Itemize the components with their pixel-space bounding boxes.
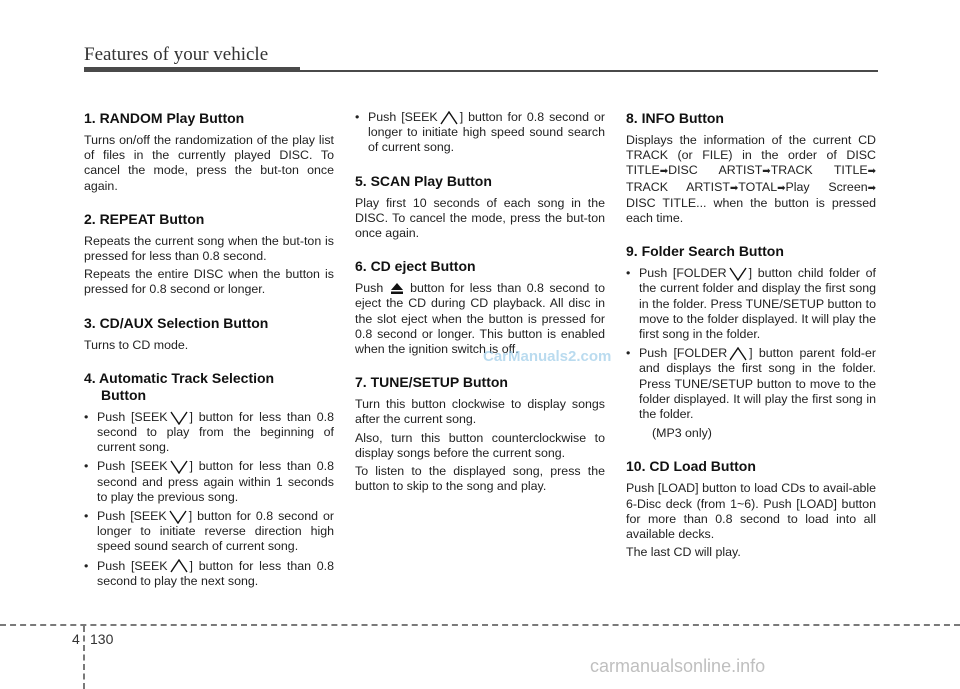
section-text: Repeats the entire DISC when the button is pressed for 0.8 second or longer. <box>84 267 334 297</box>
section-heading: 9. Folder Search Button <box>626 243 784 260</box>
section-cd-load <box>626 458 876 560</box>
list-item: • Push [FOLDER ] button child folder of the current folder and display the first song in the folder. Press TUNE/SETUP button to move to the folder displayed. It will play the first song in the folder. <box>626 266 876 342</box>
section-text: Turn this button clockwise to display songs after the current song. <box>355 397 605 427</box>
section-heading: 8. INFO Button <box>626 110 724 126</box>
section-text: The last CD will play. <box>626 545 741 560</box>
section-track-selection-cont <box>355 110 605 156</box>
section-text: Displays the information of the current CD TRACK (or FILE) in the order of DISC TITLE➡DISC ARTIST➡TRACK TITLE➡ TRACK ARTIST➡TOTAL➡Play Screen➡ DISC TITLE... when the button is pressed each time. <box>626 133 876 226</box>
arrow-right-icon: ➡ <box>777 182 786 194</box>
section-text: Push [LOAD] button to load CDs to avail-able 6-Disc deck (from 1~6). Push [LOAD] button for more than 0.8 second to load into all available decks. <box>626 481 876 542</box>
column-1 <box>84 110 334 606</box>
eject-icon <box>391 283 403 294</box>
list-item: • Push [SEEK ] button for 0.8 second or longer to initiate high speed sound search of current song. <box>355 110 605 156</box>
section-heading <box>84 370 334 404</box>
arrow-right-icon: ➡ <box>659 166 669 178</box>
list-item: • Push [SEEK ] button for less than 0.8 second to play from the beginning of current song. <box>84 410 334 456</box>
section-text: Repeats the current song when the but-ton is pressed for less than 0.8 second. <box>84 233 334 264</box>
section-folder-search <box>626 243 876 441</box>
chevron-down-icon <box>170 411 188 425</box>
watermark-center: CarManuals2.com <box>483 348 612 365</box>
page-number: 130 <box>90 631 114 647</box>
list-item: • Push [SEEK ] button for less than 0.8 second to play the next song. <box>84 559 334 589</box>
section-heading: 2. REPEAT Button <box>84 210 205 227</box>
header-rule-thick <box>84 67 300 72</box>
chevron-up-icon <box>170 559 188 573</box>
section-text: Push button for less than 0.8 second to eject the CD during CD playback. All disc in the slot eject when the button is pressed for 0.8 second or longer. This button is enabled when the ignition switch is off. <box>355 281 605 357</box>
section-text: Turns to CD mode. <box>84 337 189 352</box>
section-text: Play first 10 seconds of each song in the DISC. To cancel the mode, press the but-ton once again. <box>355 195 605 241</box>
section-heading: 7. TUNE/SETUP Button <box>355 374 508 391</box>
header-title: Features of your vehicle <box>84 44 269 65</box>
arrow-right-icon: ➡ <box>867 182 876 194</box>
footer-rule <box>0 624 960 626</box>
column-3 <box>626 110 876 577</box>
chevron-down-icon <box>170 460 188 474</box>
arrow-right-icon: ➡ <box>729 182 739 194</box>
section-heading: 5. SCAN Play Button <box>355 172 492 189</box>
section-heading: 10. CD Load Button <box>626 458 756 475</box>
note-text: (MP3 only) <box>652 426 712 441</box>
section-tune-setup <box>355 374 605 494</box>
section-heading: 3. CD/AUX Selection Button <box>84 314 269 331</box>
section-cd-eject <box>355 258 605 357</box>
header-rule-thin <box>300 70 878 72</box>
chevron-up-icon <box>440 111 458 125</box>
section-cd-aux <box>84 315 334 353</box>
heading-line-2: Button <box>101 386 147 403</box>
chapter-number: 4 <box>72 631 80 647</box>
section-info <box>626 110 876 226</box>
list-item: • Push [SEEK ] button for 0.8 second or longer to initiate reverse direction high speed sound search of current song. <box>84 509 334 555</box>
heading-line-1: 4. Automatic Track Selection <box>84 369 275 386</box>
list-item: • Push [FOLDER ] button parent fold-er and displays the first song in the folder. Press TUNE/SETUP button to move to the folder displayed. It will play the first song in the folder. (MP3 only) <box>626 346 876 441</box>
section-random <box>84 110 334 194</box>
list-item: • Push [SEEK ] button for less than 0.8 second and press again within 1 seconds to play the previous song. <box>84 459 334 505</box>
section-text: To listen to the displayed song, press the button to skip to the song and play. <box>355 464 605 494</box>
section-heading: 6. CD eject Button <box>355 258 476 275</box>
section-heading: 1. RANDOM Play Button <box>84 110 245 126</box>
arrow-right-icon: ➡ <box>762 166 771 178</box>
section-repeat <box>84 211 334 298</box>
column-2 <box>355 110 605 511</box>
chevron-down-icon <box>169 510 187 524</box>
footer-divider <box>83 626 85 689</box>
section-text: Turns on/off the randomization of the play list of files in the currently played DISC. To cancel the mode, press the but-ton once again. <box>84 133 334 193</box>
section-track-selection <box>84 370 334 589</box>
arrow-right-icon: ➡ <box>867 166 876 178</box>
section-text: Also, turn this button counterclockwise to display songs before the current song. <box>355 430 605 460</box>
section-scan <box>355 173 605 242</box>
chevron-down-icon <box>729 267 747 281</box>
chevron-up-icon <box>729 347 747 361</box>
watermark-bottom: carmanualsonline.info <box>590 656 766 676</box>
